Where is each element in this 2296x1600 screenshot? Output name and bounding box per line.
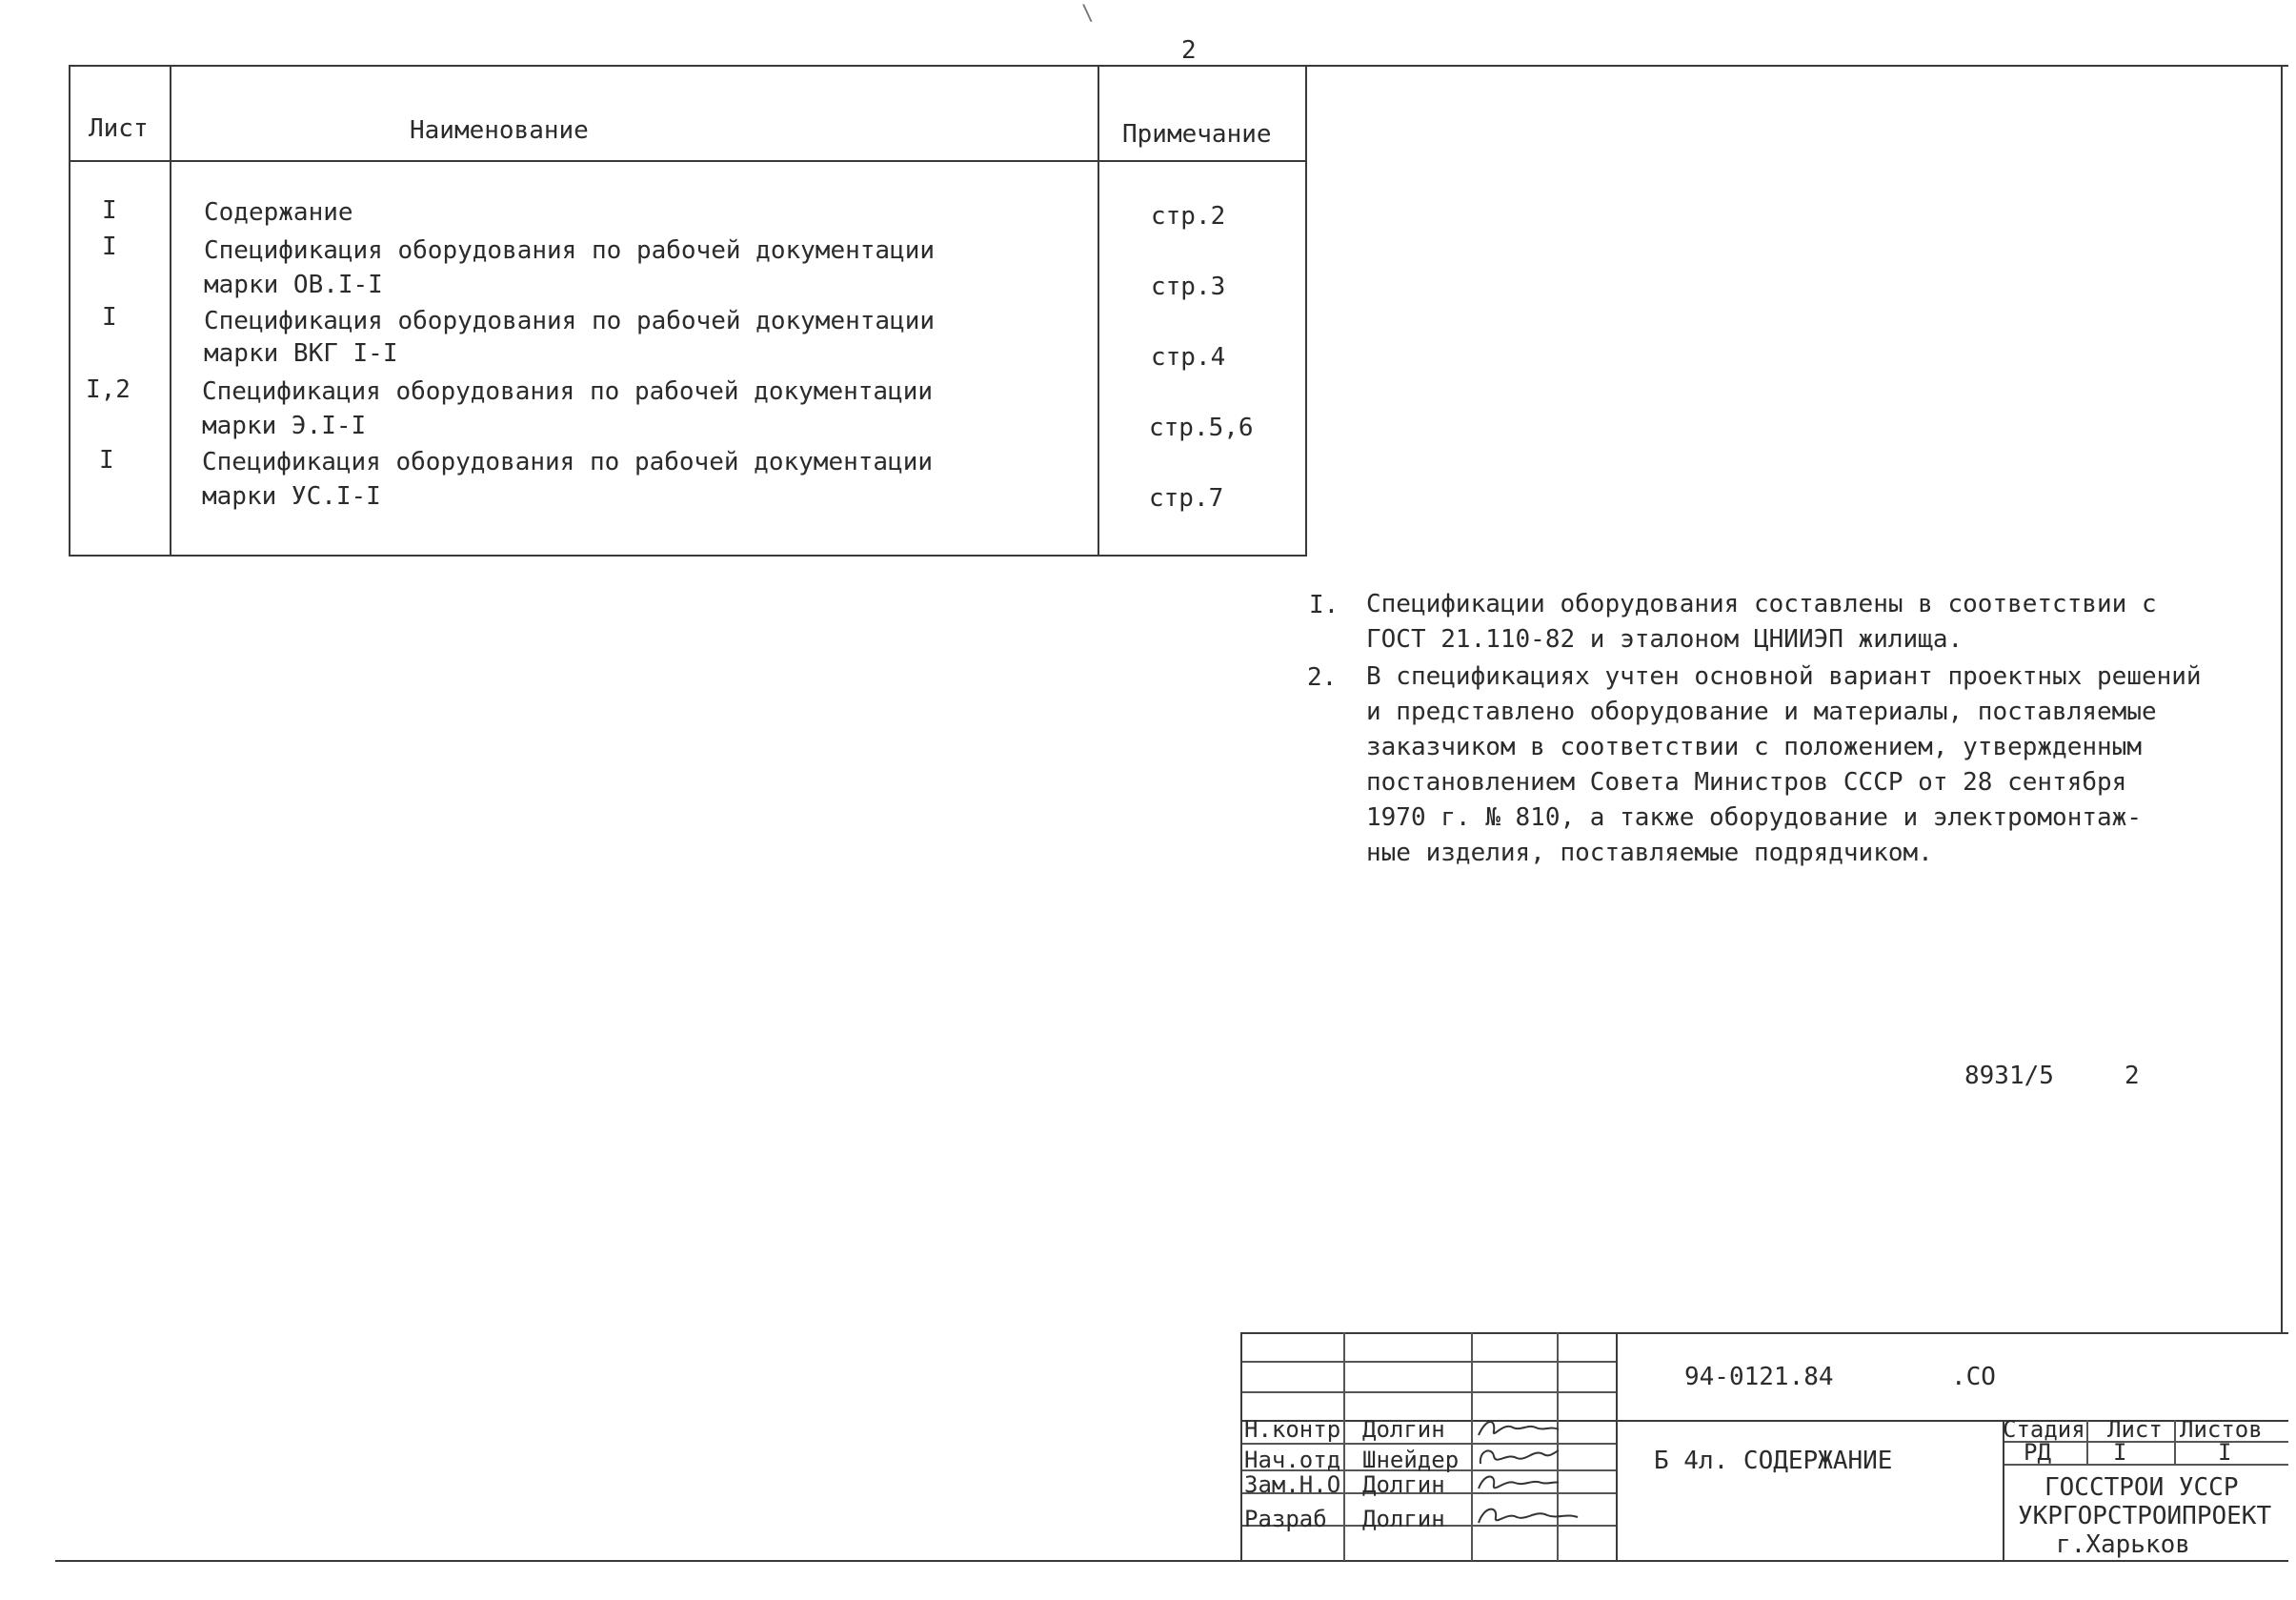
signature-mark (1475, 1500, 1580, 1532)
archive-number: 8931/5 (1964, 1062, 2054, 1090)
row-note: стр.5,6 (1149, 414, 1254, 442)
tb-col-line (1616, 1332, 1618, 1561)
tb-person: Долгин (1362, 1416, 1445, 1443)
table-right-line (1305, 65, 1307, 557)
tb-title: Б 4л. СОДЕРЖАНИЕ (1654, 1447, 1893, 1475)
note-line: и представлено оборудование и материалы, поставляемые (1366, 698, 2157, 726)
row-sheet: I (99, 446, 114, 475)
tb-row-line (1240, 1361, 1616, 1363)
frame-top-line (69, 65, 2288, 67)
header-note: Примечание (1122, 120, 1272, 149)
tb-col-line (1471, 1332, 1473, 1561)
tb-sheets-label: Листов (2180, 1416, 2263, 1443)
row-note: стр.3 (1151, 273, 1226, 301)
tb-sheet-label: Лист (2107, 1416, 2163, 1443)
tb-role: Нач.отд (1244, 1447, 1341, 1473)
tb-org-line: г.Харьков (2056, 1530, 2190, 1559)
row-name: Спецификация оборудования по рабочей документации (204, 236, 936, 265)
tb-sheet-value: I (2113, 1439, 2127, 1466)
frame-bottom-line (55, 1560, 2288, 1562)
tb-row-line (1240, 1391, 1616, 1393)
row-note: стр.7 (1149, 484, 1224, 513)
header-sheet: Лист (89, 114, 149, 143)
note-number: I. (1309, 591, 1339, 619)
tb-person: Шнейдер (1362, 1447, 1460, 1473)
tb-person: Долгин (1362, 1506, 1445, 1532)
row-name: Спецификация оборудования по рабочей документации (202, 377, 934, 406)
row-name-cont: марки УС.I-I (202, 482, 381, 511)
tb-col-line (1343, 1332, 1345, 1561)
page-number: 2 (1181, 36, 1197, 65)
row-sheet: I (102, 196, 117, 225)
tb-org-line: УКРГОРСТРОИПРОЕКТ (2018, 1502, 2272, 1530)
tb-top-line (1240, 1332, 2288, 1334)
note-number: 2. (1307, 663, 1338, 692)
note-line: 1970 г. № 810, а также оборудование и электромонтаж- (1366, 803, 2142, 832)
row-name-cont: марки ОВ.I-I (204, 271, 383, 299)
tb-left-line (1240, 1332, 1242, 1561)
row-name-cont: марки Э.I-I (202, 412, 367, 440)
note-line: Спецификации оборудования составлены в соответствии с (1366, 590, 2157, 618)
note-line: В спецификациях учтен основной вариант проектных решений (1366, 662, 2202, 691)
row-note: стр.4 (1151, 343, 1226, 372)
table-bottom-line (69, 555, 1307, 557)
row-name: Спецификация оборудования по рабочей документации (202, 448, 934, 476)
stray-mark: \ (1081, 2, 1095, 26)
row-sheet: I (102, 303, 117, 332)
note-line: заказчиком в соответствии с положением, утвержденным (1366, 733, 2142, 761)
row-name: Спецификация оборудования по рабочей документации (204, 307, 936, 335)
row-name-cont: марки ВКГ I-I (204, 339, 398, 368)
header-name: Наименование (410, 116, 589, 145)
table-col-line-1 (170, 65, 171, 557)
note-text (1366, 659, 2202, 871)
signature-mark (1475, 1414, 1561, 1443)
note-text (1366, 587, 2157, 658)
tb-person: Долгин (1362, 1471, 1445, 1498)
note-line: ГОСТ 21.110-82 и эталоном ЦНИИЭП жилища. (1366, 625, 1964, 654)
row-note: стр.2 (1151, 202, 1226, 231)
note-line: постановлением Совета Министров СССР от 28 сентября (1366, 768, 2127, 797)
table-col-line-2 (1098, 65, 1099, 557)
row-sheet: I (102, 233, 117, 261)
table-header-line (69, 160, 1307, 162)
note-line: ные изделия, поставляемые подрядчиком. (1366, 839, 1933, 867)
tb-designation: 94-0121.84 (1684, 1363, 1834, 1391)
table-left-line (69, 65, 70, 557)
tb-role: Н.контр (1244, 1416, 1341, 1443)
tb-role: Разраб (1244, 1506, 1327, 1532)
signature-mark (1475, 1469, 1561, 1498)
tb-stage-col-line (2174, 1420, 2176, 1464)
row-sheet: I,2 (86, 375, 131, 404)
row-name: Содержание (204, 198, 353, 227)
tb-stage-label: Стадия (2003, 1416, 2085, 1443)
tb-stage-value: РД (2024, 1439, 2051, 1466)
tb-org-line: ГОССТРОИ УССР (2044, 1473, 2239, 1502)
tb-sheets-value: I (2218, 1439, 2232, 1466)
tb-stage-col-line (2086, 1420, 2088, 1464)
tb-suffix: .CO (1951, 1363, 1996, 1391)
tb-role: Зам.Н.О (1244, 1471, 1341, 1498)
frame-right-line (2281, 65, 2283, 1332)
archive-sheet: 2 (2125, 1062, 2140, 1090)
signature-mark (1475, 1441, 1561, 1471)
